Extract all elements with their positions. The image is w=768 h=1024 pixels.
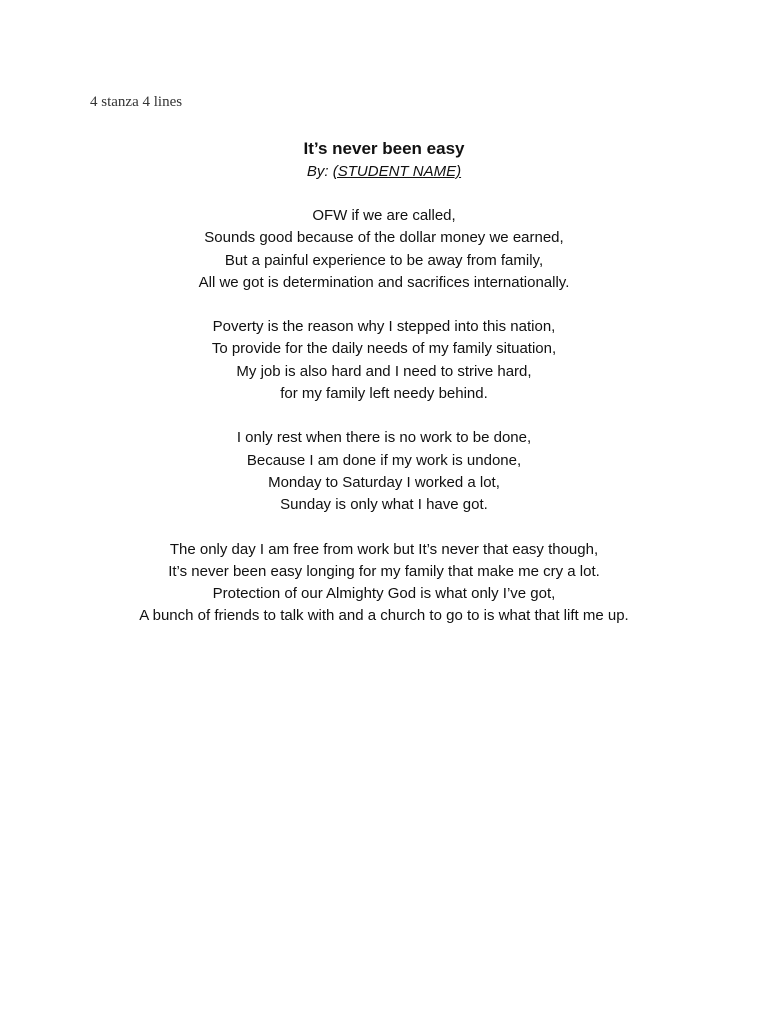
poem-line: I only rest when there is no work to be done, <box>236 429 532 447</box>
poem-line: Poverty is the reason why I stepped into this nation, <box>212 318 556 336</box>
poem-line: OFW if we are called, <box>312 207 456 224</box>
byline-prefix: By: <box>306 163 333 180</box>
poem-line: Monday to Saturday I worked a lot, <box>268 473 500 491</box>
poem-line: for my family left needy behind. <box>280 385 488 403</box>
stanza-4 <box>0 539 768 628</box>
poem-line: A bunch of friends to talk with and a church to go to is what that lift me up. <box>139 607 629 625</box>
poem-line: All we got is determination and sacrifices internationally. <box>198 273 570 291</box>
poem-line: It’s never been easy longing for my family that make me cry a lot. <box>168 562 600 580</box>
poem-line: But a painful experience to be away from family, <box>224 251 544 269</box>
poem-line: My job is also hard and I need to strive hard, <box>236 362 532 380</box>
poem-line: Protection of our Almighty God is what only I’ve got, <box>212 585 556 603</box>
poem-line: Because I am done if my work is undone, <box>246 451 522 469</box>
poem-line: Sunday is only what I have got. <box>280 496 488 514</box>
poem <box>0 137 768 628</box>
poem-line: The only day I am free from work but It’s never that easy though, <box>169 540 599 558</box>
stanza-2 <box>0 316 768 405</box>
author-name: (STUDENT NAME) <box>332 163 462 180</box>
stanza-1 <box>0 205 768 294</box>
stanza-3 <box>0 427 768 516</box>
poem-byline <box>0 161 768 183</box>
poem-line: To provide for the daily needs of my family situation, <box>211 340 557 358</box>
poem-title: It’s never been easy <box>303 139 465 158</box>
poem-line: Sounds good because of the dollar money we earned, <box>204 229 564 247</box>
instruction-note: 4 stanza 4 lines <box>90 94 183 110</box>
